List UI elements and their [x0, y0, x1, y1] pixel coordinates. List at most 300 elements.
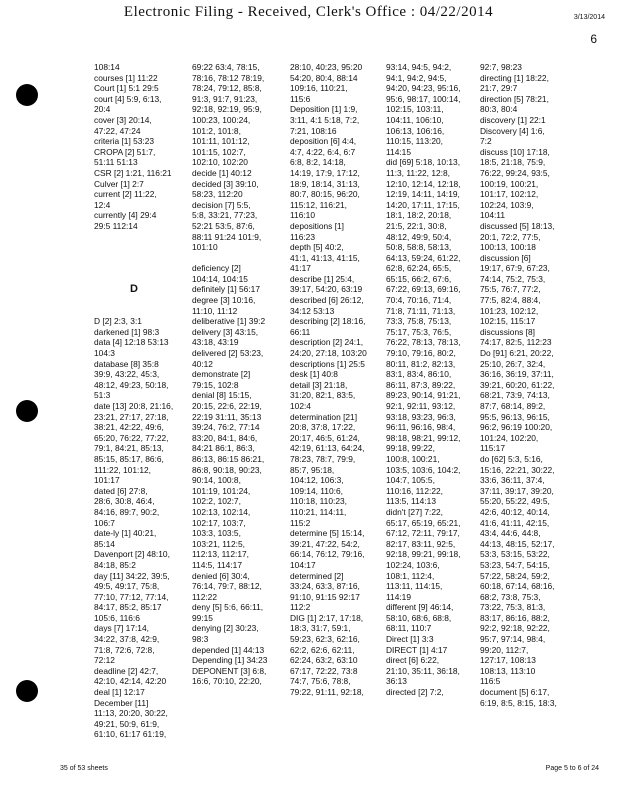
index-entry: 100:13, 100:18 [480, 242, 536, 253]
index-entry: 68:2, 73:8, 75:3, [480, 591, 541, 602]
index-entry: 21:10, 35:11, 36:18, [386, 665, 460, 676]
index-entry: description [2] 24:1, [290, 337, 364, 348]
index-entry: 12:4 [94, 199, 111, 210]
index-column-2 [192, 62, 290, 762]
index-entry: 96:11, 96:16, 98:4, [386, 422, 456, 433]
index-entry: 44:13, 48:15, 52:17, [480, 538, 555, 549]
index-entry: 114:15 [386, 146, 411, 157]
index-entry: 102:2, 102:7, [192, 496, 241, 507]
index-entry: 86:13, 86:15 86:21, [192, 453, 265, 464]
index-entry: deposition [6] 4:4, [290, 136, 357, 147]
index-entry: 78:23, 78:7, 79:9, [290, 453, 356, 464]
index-entry: 80:3, 80:4 [480, 104, 518, 115]
index-entry: 39:9, 43:22, 45:3, [94, 369, 160, 380]
sheet-count: 35 of 53 sheets [60, 765, 108, 772]
index-entry: 20:1, 72:2, 77:5, [480, 231, 541, 242]
index-entry: 41:17 [290, 263, 311, 274]
index-entry: 41:1, 41:13, 41:15, [290, 252, 360, 263]
index-entry: 76:22, 99:24, 93:5, [480, 167, 550, 178]
index-entry: 28:10, 40:23, 95:20 [290, 62, 363, 72]
index-entry: 101:24, 102:20, [480, 432, 539, 443]
index-entry: denied [6] 30:4, [192, 570, 250, 581]
index-entry: 15:16, 22:21, 30:22, [480, 464, 555, 475]
index-entry: definitely [1] 56:17 [192, 284, 260, 295]
index-entry: 74:17, 82:5, 112:23 [480, 337, 552, 348]
index-entry [192, 253, 290, 264]
index-entry: 83:1, 83:4, 86:10, [386, 369, 452, 380]
index-entry: dated [6] 27:8, [94, 485, 148, 496]
index-entry: 92:18, 99:21, 99:18, [386, 549, 461, 560]
index-entry: 20:4 [94, 104, 111, 115]
index-entry: 73:22, 75:3, 81:3, [480, 602, 546, 613]
index-entry: 101:17, 102:12, [480, 189, 539, 200]
index-entry: 83:17, 86:16, 88:2, [480, 612, 550, 623]
index-entry: 95:5, 96:13, 96:15, [480, 411, 550, 422]
index-entry: deal [1] 12:17 [94, 687, 145, 698]
index-entry: 99:18, 99:22, [386, 443, 435, 454]
index-entry: 39:21, 60:20, 61:22, [480, 379, 555, 390]
index-entry [94, 306, 192, 317]
punch-hole-bottom [16, 680, 38, 702]
date-stamp: 3/13/2014 [573, 14, 605, 21]
index-entry: described [6] 26:12, [290, 295, 364, 306]
index-entry: 96:2, 96:19 100:20, [480, 422, 553, 433]
index-entry: data [4] 12:18 53:13 [94, 337, 169, 348]
index-entry: 68:11, 110:7 [386, 623, 432, 634]
index-entry: date-ly [1] 40:21, [94, 528, 157, 539]
index-entry: 110:21, 114:11, [290, 506, 347, 517]
index-entry: 53:23, 54:7, 54:15, [480, 559, 550, 570]
index-entry: 74:14, 75:2, 75:3, [480, 273, 546, 284]
index-entry: 18:3, 31:7, 59:1, [290, 623, 351, 634]
page-range: Page 5 to 6 of 24 [545, 765, 599, 772]
index-entry: 84:18, 85:2 [94, 559, 136, 570]
index-entry: 5:8, 33:21, 77:23, [192, 210, 258, 221]
index-entry: 115:6 [290, 93, 311, 104]
index-entry: Direct [1] 3:3 [386, 634, 434, 645]
index-entry: courses [1] 11:22 [94, 72, 158, 83]
index-entry: database [8] 35:8 [94, 358, 159, 369]
index-entry: Do [91] 6:21, 20:22, [480, 348, 554, 359]
index-entry: denying [2] 30:23, [192, 623, 259, 634]
filing-header: Electronic Filing - Received, Clerk's Office : 04/22/2014 [123, 4, 494, 20]
index-entry: 102:24, 103:9, [480, 199, 534, 210]
index-entry: do [62] 5:3, 5:16, [480, 453, 543, 464]
index-entry: criteria [1] 53:23 [94, 136, 155, 147]
index-entry: 73:3, 75:8, 75:13, [386, 316, 452, 327]
index-entry: date [13] 20:8, 21:16, [94, 401, 174, 411]
index-entry: 53:3, 53:15, 53:22, [480, 549, 550, 560]
index-entry: 65:20, 76:22, 77:22, [94, 432, 169, 443]
index-entry: 114:5, 114:17 [192, 559, 242, 570]
index-entry: 66:14, 76:12, 79:16, [290, 549, 365, 560]
index-entry: determined [2] [290, 570, 344, 581]
index-entry: 58:10, 68:6, 68:8, [386, 612, 452, 623]
index-entry: 33:6, 36:11, 37:4, [480, 475, 545, 486]
index-entry: 42:6, 40:12, 40:14, [480, 506, 550, 517]
index-entry: 100:8, 100:21, [386, 453, 440, 464]
index-entry: Culver [1] 2:7 [94, 178, 144, 189]
index-entry: 51:11 51:13 [94, 157, 138, 168]
index-entry: 20:8, 37:8, 17:22, [290, 422, 356, 433]
index-entry: Court [1] 5:1 29:5 [94, 83, 159, 94]
index-entry: depth [5] 40:2, [290, 242, 344, 253]
index-entry: 48:12, 49:23, 50:18, [94, 379, 169, 390]
index-entry: 110:18, 110:23, [290, 496, 347, 507]
index-entry: Discovery [4] 1:6, [480, 125, 545, 136]
index-entry: 42:10, 42:14, 42:20 [94, 676, 167, 687]
index-entry: currently [4] 29:4 [94, 210, 157, 221]
index-entry: 67:17, 72:22, 73:8 [290, 665, 358, 676]
index-entry: 78:16, 78:12 78:19, [192, 72, 265, 83]
index-entry: directed [2] 7:2, [386, 687, 444, 698]
index-entry: 93:18, 93:23, 96:3, [386, 411, 456, 422]
index-entry: 108:14 [94, 62, 120, 72]
index-entry: 106:7 [94, 517, 115, 528]
index-entry: 102:4 [290, 401, 311, 411]
index-entry: 92:18, 92:19, 95:9, [192, 104, 262, 115]
index-entry: 95:7, 97:14, 98:4, [480, 634, 546, 645]
index-entry: describing [2] 18:16, [290, 316, 366, 327]
index-entry: 75:5, 76:7, 77:2, [480, 284, 541, 295]
index-entry: 101:17 [94, 475, 120, 486]
index-entry: 25:10, 26:7, 32:4, [480, 358, 546, 369]
index-entry: Davenport [2] 48:10, [94, 549, 170, 560]
index-entry: depended [1] 44:13 [192, 644, 265, 655]
index-entry: 85:15, 85:17, 86:6, [94, 453, 164, 464]
index-entry: 19:17, 67:9, 67:23, [480, 263, 550, 274]
index-entry: depositions [1] [290, 220, 345, 231]
index-entry: 57:22, 58:24, 59:2, [480, 570, 550, 581]
index-entry: 16:6, 70:10, 22:20, [192, 676, 262, 687]
index-entry: 3:11, 4:1 5:18, 7:2, [290, 114, 360, 125]
index-entry: DIRECT [1] 4:17 [386, 644, 448, 655]
index-entry: 102:24, 103:6, [386, 559, 440, 570]
index-entry: didn't [27] 7:22, [386, 506, 444, 517]
index-entry: desk [1] 40:8 [290, 369, 338, 380]
index-entry: discovery [1] 22:1 [480, 114, 546, 125]
index-entry: 86:8, 90:18, 90:23, [192, 464, 262, 475]
index-entry: 34:22, 37:8, 42:9, [94, 634, 160, 645]
index-entry: Depending [1] 34:23 [192, 655, 268, 666]
index-entry: 88:11 91:24 101:9, [192, 231, 262, 242]
index-entry: deliberative [1] 39:2 [192, 316, 266, 327]
index-entry: day [11] 34:22, 39:5, [94, 570, 170, 581]
index-entry: discussed [5] 18:13, [480, 220, 555, 231]
index-entry: court [4] 5:9, 6:13, [94, 93, 162, 104]
index-entry: 80:11, 81:2, 82:13, [386, 358, 456, 369]
index-entry: 108:1, 112:4, [386, 570, 435, 581]
index-entry: 39:17, 54:20, 63:19 [290, 284, 363, 295]
index-entry: 14:20, 17:11, 17:15, [386, 199, 460, 210]
index-entry: degree [3] 10:16, [192, 295, 256, 306]
index-entry: 104:12, 106:3, [290, 475, 344, 486]
index-entry: days [7] 17:14, [94, 623, 149, 634]
index-entry: 67:22, 69:13, 69:16, [386, 284, 461, 295]
index-entry: 38:21, 42:22, 49:6, [94, 422, 164, 433]
index-entry: 87:7, 68:14, 89:2, [480, 401, 546, 411]
index-entry: 99:20, 112:7, [480, 644, 529, 655]
index-entry: 79:1, 84:21, 85:13, [94, 443, 164, 454]
index-entry: 40:12 [192, 358, 213, 369]
index-entry: 93:14, 94:5, 94:2, [386, 62, 452, 72]
index-entry: 60:18, 67:14, 68:16, [480, 581, 555, 592]
index-entry: deny [5] 5:6, 66:11, [192, 602, 264, 613]
index-entry: detail [3] 21:18, [290, 379, 348, 390]
index-column-1 [94, 62, 192, 762]
index-entry: 47:22, 47:24 [94, 125, 141, 136]
index-column-5 [480, 62, 578, 762]
index-entry: 82:17, 83:11, 92:5, [386, 538, 456, 549]
index-entry: 7:21, 108:16 [290, 125, 337, 136]
index-entry: 54:20, 80:4, 88:14 [290, 72, 358, 83]
index-entry: 6:19, 8:5, 8:15, 18:3, [480, 697, 557, 708]
index-entry: deficiency [2] [192, 263, 241, 274]
index-entry: 33:24, 63:3, 87:16, [290, 581, 360, 592]
index-entry: 92:2, 92:18, 92:22, [480, 623, 550, 634]
index-entry: 104:11 [480, 210, 505, 221]
index-entry: 14:19, 17:9, 17:12, [290, 167, 360, 178]
index-entry: 31:20, 82:1, 83:5, [290, 390, 356, 401]
index-entry: did [69] 5:18, 10:13, [386, 157, 461, 168]
index-entry: 77:5, 82:4, 88:4, [480, 295, 541, 306]
index-entry: 66:11 [290, 326, 311, 337]
index-entry: 62:8, 62:24, 65:5, [386, 263, 452, 274]
index-entry: 110:16, 112:22, [386, 485, 443, 496]
section-letter: D [130, 283, 138, 296]
index-entry: 105:6, 116:6 [94, 612, 140, 623]
index-entry: 84:17, 85:2, 85:17 [94, 602, 162, 613]
index-entry: 98:18, 98:21, 99:12, [386, 432, 461, 443]
index-entry: 18:5, 21:18, 75:9, [480, 157, 546, 168]
index-entry: 90:14, 100:8, [192, 475, 241, 486]
index-entry: 36:13 [386, 676, 407, 687]
index-entry: 58:23, 112:20 [192, 189, 243, 200]
index-entry: discussion [6] [480, 252, 531, 263]
index-entry: 102:17, 103:7, [192, 517, 246, 528]
index-entry: 79:10, 79:16, 80:2, [386, 348, 456, 359]
index-entry: 94:20, 94:23, 95:16, [386, 83, 461, 94]
index-entry: decided [3] 39:10, [192, 178, 259, 189]
index-entry: decision [7] 5:5, [192, 199, 251, 210]
index-entry: 115:17 [480, 443, 505, 454]
index-entry: determine [5] 15:14, [290, 528, 365, 539]
index-entry: 20:17, 46:5, 61:24, [290, 432, 360, 443]
punch-hole-top [16, 84, 38, 106]
index-entry: document [5] 6:17, [480, 687, 550, 698]
index-entry [94, 242, 192, 253]
index-entry: 83:20, 84:1, 84:6, [192, 432, 258, 443]
index-entry: 89:23, 90:14, 91:21, [386, 390, 461, 401]
index-entry: discuss [10] 17:18, [480, 146, 550, 157]
index-entry: 111:22, 101:12, [94, 464, 151, 475]
index-entry: 20:15, 22:6, 22:19, [192, 401, 262, 411]
index-entry: 43:4, 44:6, 44:8, [480, 528, 541, 539]
index-entry [94, 232, 192, 243]
index-entry: 11:3, 11:22, 12:8, [386, 167, 450, 178]
index-entry: CSR [2] 1:21, 116:21 [94, 167, 172, 178]
index-entry: 127:17, 108:13 [480, 655, 536, 666]
index-entry: 103:5, 103:6, 104:2, [386, 464, 461, 475]
index-entry: 79:15, 102:8 [192, 379, 239, 390]
index-entry: 77:10, 77:12, 77:14, [94, 591, 169, 602]
index-entry: 68:21, 73:9, 74:13, [480, 390, 550, 401]
index-entry: 65:15, 66:2, 67:6, [386, 273, 452, 284]
index-entry: CROPA [2] 51:7, [94, 146, 156, 157]
index-entry: 104:11, 106:10, [386, 114, 444, 125]
index-entry: 22:19 31:11, 35:13 [192, 411, 262, 422]
index-entry: 18:9, 18:14, 31:13, [290, 178, 360, 189]
index-entry: 104:3 [94, 348, 115, 359]
index-entry: 95:6, 98:17, 100:14, [386, 93, 461, 104]
index-column-3 [290, 62, 388, 762]
index-entry: 103:3, 103:5, [192, 528, 241, 539]
index-entry [94, 295, 192, 306]
index-entry: 106:13, 106:16, [386, 125, 445, 136]
index-entry: D [2] 2:3, 3:1 [94, 316, 142, 327]
index-entry: 11:13, 20:20, 30:22, [94, 708, 168, 719]
index-entry: 91:10, 91:15 92:17 [290, 591, 360, 602]
index-entry: determination [21] [290, 411, 358, 422]
index-entry: 114:19 [386, 591, 411, 602]
index-entry: discussions [8] [480, 326, 535, 337]
index-entry: 79:22, 91:11, 92:18, [290, 687, 364, 698]
index-entry: deadline [2] 42:7, [94, 665, 159, 676]
index-entry: darkened [1] 98:3 [94, 326, 160, 337]
index-entry: 64:13, 59:24, 61:22, [386, 252, 461, 263]
index-entry: 86:11, 87:3, 89:22, [386, 379, 456, 390]
index-entry: 61:10, 61:17 61:19, [94, 729, 167, 740]
index-entry: 71:8, 72:6, 72:8, [94, 644, 155, 655]
index-entry: 72:12 [94, 655, 115, 666]
index-entry: 24:20, 27:18, 103:20 [290, 348, 367, 359]
page-number: 6 [590, 32, 597, 46]
index-entry: 76:22, 78:13, 78:13, [386, 337, 461, 348]
index-entry: demonstrate [2] [192, 369, 251, 380]
index-entry: 84:16, 89:7, 90:2, [94, 506, 160, 517]
index-entry: 103:21, 112:5, [192, 538, 245, 549]
index-entry: 12:10, 12:14, 12:18, [386, 178, 461, 189]
index-entry: 101:10 [192, 242, 218, 253]
index-entry: 116:23 [290, 231, 315, 242]
index-entry: 75:17, 75:3, 76:5, [386, 326, 452, 337]
index-entry: 18:1, 18:2, 20:18, [386, 210, 452, 221]
index-entry: 42:19, 61:13, 64:24, [290, 443, 365, 454]
index-entry: 76:14, 79:7, 88:12, [192, 581, 262, 592]
index-entry: 7:2 [480, 136, 492, 147]
index-entry: 23:21, 27:17, 27:18, [94, 411, 169, 422]
index-entry: 52:21 53:5, 87:6, [192, 220, 255, 231]
index-entry: 92:1, 92:11, 93:12, [386, 401, 456, 411]
index-entry: cover [3] 20:14, [94, 114, 152, 125]
index-entry: 62:2, 62:6, 62:11, [290, 644, 355, 655]
index-entry: 116:5 [480, 676, 501, 687]
index-entry: 109:14, 110:6, [290, 485, 343, 496]
index-entry: 109:16, 110:21, [290, 83, 348, 94]
index-entry: 101:23, 102:12, [480, 305, 539, 316]
index-entry: 116:10 [290, 210, 315, 221]
punch-hole-middle [16, 400, 38, 422]
index-entry: 65:17, 65:19, 65:21, [386, 517, 461, 528]
index-entry: 55:20, 55:22, 49:5, [480, 496, 550, 507]
index-entry: 39:24, 76:2, 77:14 [192, 422, 260, 433]
index-entry: 71:8, 71:11, 71:13, [386, 305, 456, 316]
index-entry: 101:2, 101:8, [192, 125, 241, 136]
index-entry: 115:12, 116:21, [290, 199, 347, 210]
index-entry: 102:10, 102:20 [192, 157, 248, 168]
index-entry: 59:23, 62:3, 62:16, [290, 634, 360, 645]
index-entry: 100:19, 100:21, [480, 178, 539, 189]
index-entry: denial [8] 15:15, [192, 390, 252, 401]
index-entry: current [2] 11:22, [94, 189, 157, 200]
index-entry: 43:18, 43:19 [192, 337, 239, 348]
index-entry: 92:7, 98:23 [480, 62, 522, 72]
index-entry: 21:5, 22:1, 30:8, [386, 220, 447, 231]
index-entry: 29:5 112:14 [94, 220, 138, 231]
index-entry: 39:21, 47:22, 54:2, [290, 538, 360, 549]
index-entry: directing [1] 18:22, [480, 72, 549, 83]
index-entry: 49:21, 50:9, 61:9, [94, 718, 160, 729]
index-entry: 101:11, 101:12, [192, 136, 250, 147]
index-entry: direction [5] 78:21, [480, 93, 549, 104]
index-column-4 [386, 62, 484, 762]
index-entry: 98:3 [192, 634, 209, 645]
index-entry: 48:12, 49:9, 50:4, [386, 231, 452, 242]
index-entry: 21:7, 29:7 [480, 83, 518, 94]
index-entry: 104:17 [290, 559, 316, 570]
index-entry: 11:10, 11:12 [192, 305, 238, 316]
index-entry: 41:6, 41:11, 42:15, [480, 517, 550, 528]
index-entry: 112:13, 112:17, [192, 549, 249, 560]
index-entry: 91:3, 91:7, 91:23, [192, 93, 258, 104]
index-entry [94, 263, 192, 274]
index-entry: 67:12, 72:11, 79:17, [386, 528, 460, 539]
index-entry: 113:11, 114:15, [386, 581, 443, 592]
index-entry: 70:4, 70:16, 71:4, [386, 295, 452, 306]
index-entry: different [9] 46:14, [386, 602, 454, 613]
index-entry: 112:22 [192, 591, 217, 602]
index-entry [94, 274, 192, 285]
index-entry: 112:2 [290, 602, 311, 613]
index-entry: 101:19, 101:24, [192, 485, 251, 496]
index-entry: 80:7, 80:15, 96:20, [290, 189, 360, 200]
index-entry: 34:12 53:13 [290, 305, 335, 316]
index-entry: 36:16, 36:19, 37:11, [480, 369, 554, 380]
index-entry: 101:15, 102:7, [192, 146, 246, 157]
index-entry: 85:7, 95:18, [290, 464, 335, 475]
index-entry: 102:15, 103:11, [386, 104, 444, 115]
index-entry: delivered [2] 53:23, [192, 348, 264, 359]
index-entry: 78:24, 79:12, 85:8, [192, 83, 262, 94]
index-entry: DEPONENT [3] 6:8, [192, 665, 267, 676]
index-entry: 49:5, 49:17, 75:8, [94, 581, 160, 592]
index-entry: 102:15, 115:17 [480, 316, 536, 327]
index-entry: 84:21 86:1, 86:3, [192, 443, 255, 454]
index-entry: 6:8, 8:2, 14:18, [290, 157, 346, 168]
index-entry: direct [6] 6:22, [386, 655, 440, 666]
index-entry: 102:13, 102:14, [192, 506, 251, 517]
index-entry: 104:7, 105:5, [386, 475, 435, 486]
index-entry: 50:8, 58:8, 58:13, [386, 242, 452, 253]
index-entry: DIG [1] 2:17, 17:18, [290, 612, 364, 623]
index-entry: describe [1] 25:4, [290, 273, 355, 284]
index-entry: 100:23, 100:24, [192, 114, 251, 125]
index-entry: 108:13, 113:10 [480, 665, 536, 676]
index-entry: 99:15 [192, 612, 213, 623]
index-entry: decide [1] 40:12 [192, 167, 252, 178]
index-entry: delivery [3] 43:15, [192, 326, 259, 337]
index-entry: 28:6, 30:8, 46:4, [94, 496, 155, 507]
